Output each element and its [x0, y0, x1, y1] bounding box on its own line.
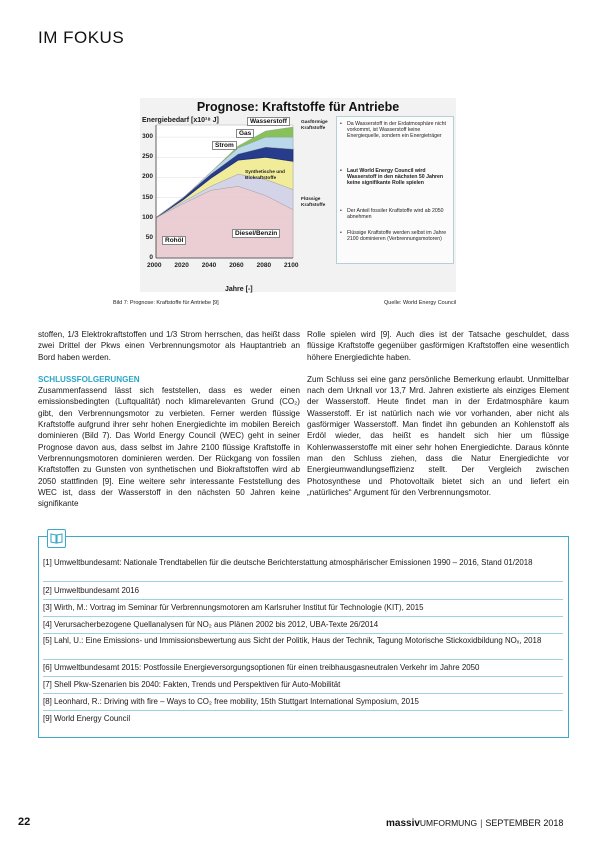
reference-item: [4] Verursacherbezogene Quellanalysen für NO₂ aus Plänen 2002 bis 2012, UBA-Texte 26/2014 [43, 620, 379, 629]
series-label-wasserstoff: Wasserstoff [247, 117, 290, 126]
paragraph: Zusammenfassend lässt sich feststellen, dass es weder einen emissionsbedingten (Luftqualität) noch klimarelevanten Grund (CO₂) gibt, den Verbrennungsmotor zu verbieten. Ferner werden flüssige Kraftstoffe aufgrund ihrer sehr hohen Energiedichte im mobilen Bereich dominieren (Bild 7). Das World Energy Council (WEC) geht in seiner Prognose davon aus, dass selbst im Jahre 2100 flüssige Kraftstoffe in Verbrennungsmotoren dominieren werden. Der Rückgang von fossilen Kraftstoffen zu Gunsten von synthetischen und Biokraftstoffen wird ab 2050 stattfinden [9]. Eine weitere sehr interessante Feststellung des WEC ist, dass der Wasserstoff in den nächsten 50 Jahren keine signifikante [38, 386, 300, 509]
brand-separator: | [480, 818, 483, 828]
y-tick-label: 150 [142, 193, 153, 201]
x-tick-label: 2020 [174, 262, 189, 269]
section-header: IM FOKUS [38, 28, 125, 47]
reference-item: [1] Umweltbundesamt: Nationale Trendtabellen für die deutsche Berichterstattung atmosphärischer Emissionen 1990 – 2016, Stand 01/2018 [43, 558, 533, 567]
reference-item: [5] Lahl, U.: Eine Emissions- und Immissionsbewertung aus Sicht der Politik, Haus der Technik, Tagung Motorische Stickoxidbildung NOₓ, 2018 [43, 636, 542, 645]
series-label-gas: Gas [236, 129, 254, 138]
reference-item: [3] Wirth, M.: Vortrag im Seminar für Verbrennungsmotoren am Karlsruher Institut für Technologie (KIT), 2015 [43, 603, 424, 612]
x-tick-label: 2060 [229, 262, 244, 269]
series-label-diesel-benzin: Diesel/Benzin [232, 229, 280, 238]
divider [43, 599, 563, 600]
x-tick-label: 2100 [284, 262, 299, 269]
figure-source: Quelle: World Energy Council [384, 300, 457, 306]
info-bullet: • Da Wasserstoff in der Erdatmosphäre nicht vorkommt, ist Wasserstoff keine Energiequelle, sondern ein Energieträger [341, 121, 449, 139]
info-box [336, 116, 454, 264]
info-bullet: • Flüssige Kraftstoffe werden selbst im Jahre 2100 dominieren (Verbrennungsmotoren) [341, 230, 449, 242]
y-tick-label: 250 [142, 153, 153, 161]
divider [43, 633, 563, 634]
series-label-synthetic: Synthetische und Biokraftstoffe [245, 170, 285, 181]
page-number: 22 [18, 816, 31, 828]
divider [43, 676, 563, 677]
reference-item: [7] Shell Pkw-Szenarien bis 2040: Fakten, Trends und Perspektiven für Auto-Mobilität [43, 680, 341, 689]
reference-item: [8] Leonhard, R.: Driving with fire – Ways to CO₂ free mobility, 15th Stuttgart International Symposium, 2015 [43, 697, 419, 706]
info-bullet: • Laut World Energy Council wird Wasserstoff in den nächsten 50 Jahren keine signifikante Rolle spielen [341, 168, 449, 186]
x-tick-label: 2080 [256, 262, 272, 269]
reference-item: [2] Umweltbundesamt 2016 [43, 586, 140, 595]
y-tick-label: 100 [142, 213, 153, 221]
section-heading: SCHLUSSFOLGERUNGEN [38, 374, 140, 384]
y-tick-label: 300 [142, 133, 153, 141]
divider [43, 616, 563, 617]
reference-item: [6] Umweltbundesamt 2015: Postfossile Energieversorgungsoptionen für einen treibhausgasneutralen Verkehr im Jahre 2050 [43, 663, 480, 672]
paragraph: Zum Schluss sei eine ganz persönliche Bemerkung erlaubt. Unmittelbar nach dem Urknall vor 13,7 Mrd. Jahren existierte als einziges Element der Wasserstoff. Heute findet man in der Erdatmosphäre kaum Wasserstoff. Er ist natürlich nach wie vor vorhanden, aber nicht als gasförmiger Wasserstoff. Man findet ihn gebunden an Kohlenstoff als Erdöl wieder, das heißt es handelt sich hier um flüssige Kohlenwasserstoffe mit einer sehr hohen Energiedichte. Daraus könnte man den Schluss ziehen, dass die Natur Energiedichte vor Energieumwandlungseffizienz stellt. Der Vergleich zwischen Photosynthese und Photovoltaik bietet sich an und liefert ein „natürliches“ Argument für den Verbrennungsmotor. [307, 374, 569, 497]
figure-caption: Bild 7: Prognose: Kraftstoffe für Antriebe [9] [113, 300, 219, 306]
x-axis-label: Jahre [-] [225, 286, 253, 293]
divider [43, 581, 563, 582]
paragraph: Rolle spielen wird [9]. Auch dies ist der Tatsache geschuldet, dass flüssige Kraftstoffe gegenüber gasförmigen Kraftstoffen eine wesentlich höhere Energiedichte haben. [307, 330, 569, 362]
annotation-gasfoermig: Gasförmige Kraftstoffe [301, 120, 328, 131]
y-tick-label: 0 [149, 254, 153, 261]
issue-date: SEPTEMBER 2018 [485, 818, 564, 828]
annotation-fluessig: Flüssige Kraftstoffe [301, 197, 326, 208]
divider [43, 710, 563, 711]
book-icon [47, 529, 66, 548]
magazine-brand [386, 818, 563, 829]
y-axis-label: Energiebedarf [x10¹⁸ J] [142, 117, 219, 124]
brand-name-bold: massiv [386, 818, 420, 829]
y-tick-label: 50 [145, 233, 153, 241]
references-box [38, 536, 569, 738]
info-bullet: • Der Anteil fossiler Kraftstoffe wird ab 2050 abnehmen [341, 208, 449, 220]
article-column-left [38, 329, 300, 509]
series-label-strom: Strom [212, 141, 237, 150]
x-tick-label: 2040 [201, 262, 217, 269]
figure-chart [140, 98, 456, 292]
reference-item: [9] World Energy Council [43, 714, 131, 723]
y-tick-label: 200 [142, 173, 153, 181]
article-column-right [307, 329, 569, 498]
divider [43, 693, 563, 694]
paragraph: stoffen, 1/3 Elektrokraftstoffen und 1/3 Strom herrschen, das heißt dass zwei Drittel der Pkws einen Verbrennungsmotor als Hauptantrieb an Bord haben werden. [38, 330, 300, 362]
series-label-rohoel: Rohöl [162, 236, 186, 245]
chart-title: Prognose: Kraftstoffe für Antriebe [196, 100, 400, 114]
divider [43, 659, 563, 660]
brand-name-rest: UMFORMUNG [419, 818, 478, 828]
x-tick-label: 2000 [147, 262, 162, 269]
